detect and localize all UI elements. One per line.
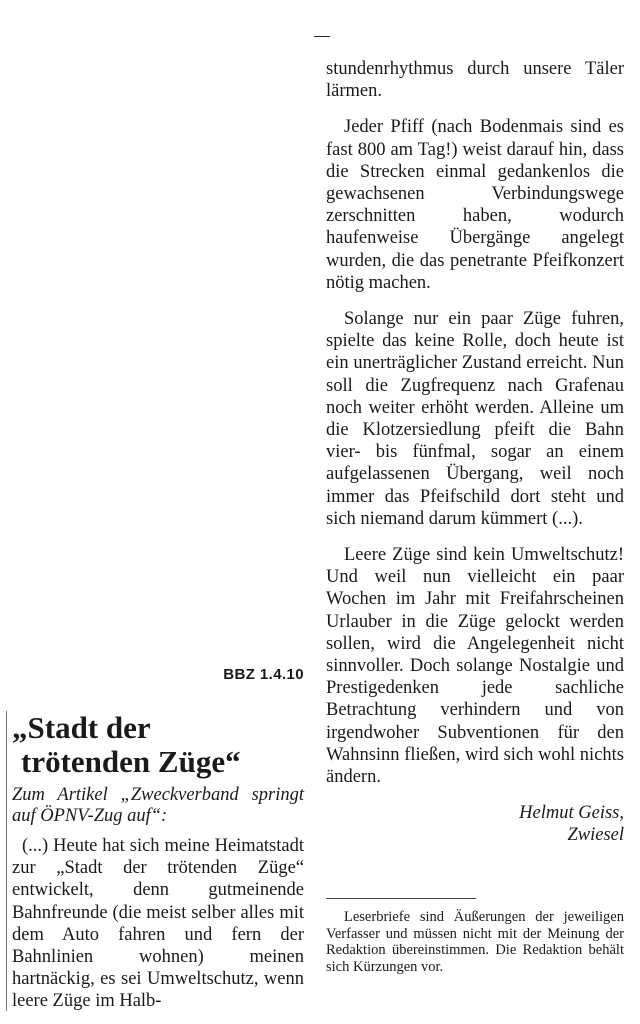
paragraph-1: stundenrhythmus durch unsere Täler lärmen. xyxy=(326,59,624,102)
paragraph-2: Jeder Pfiff (nach Bodenmais sind es fast 800 am Tag!) weist darauf hin, dass die Strecken einmal gedankenlos die gewachsenen Verbindungswege zerschnitten haben, wodurch haufenweise Übergänge angelegt wurden, die das penetrante Pfeifkonzert nötig machen. xyxy=(326,117,624,293)
disclaimer-rule xyxy=(326,898,476,899)
signature-name: Helmut Geiss, xyxy=(519,803,624,824)
paragraph-4: Leere Züge sind kein Umweltschutz! Und weil nun vielleicht ein paar Wochen im Jahr mit Freifahrscheinen Urlauber in die Züge gelockt werden sollen, wird die Angelegenheit nicht sinnvoller. Doch solange Nostalgie und Prestigedenken jede sachliche Betrachtung verhindern und von irgendwoher Subventionen für den Wahnsinn fließen, wird sich wohl nichts ändern. xyxy=(326,545,624,788)
column-top-dash xyxy=(314,36,330,37)
letter-body-start: (...) Heute hat sich meine Heimatstadt zur „Stadt der trötenden Züge“ entwickelt, denn gutmeinende Bahnfreunde (die meist selber alles mit dem Auto fahren und fern der Bahnlinien wohnen) meinen hartnäckig, es sei Umweltschutz, wenn leere Züge im Halb- xyxy=(12,836,304,1012)
source-label: BBZ 1.4.10 xyxy=(223,666,304,683)
left-column xyxy=(12,666,304,1013)
headline-line-1: „Stadt der xyxy=(12,710,151,745)
right-column xyxy=(326,58,624,989)
signature xyxy=(326,802,624,846)
disclaimer: Leserbriefe sind Äußerungen der jeweiligen Verfasser und müssen nicht mit der Meinung der Redaktion übereinstimmen. Die Redaktion behält sich Kürzungen vor. xyxy=(326,909,624,975)
headline-line-2: trötenden Züge“ xyxy=(21,744,241,779)
left-margin-bar xyxy=(6,711,7,1011)
headline xyxy=(12,711,304,779)
subhead: Zum Artikel „Zweckverband springt auf ÖPNV-Zug auf“: xyxy=(12,785,304,826)
signature-place: Zwiesel xyxy=(567,825,624,846)
paragraph-3: Solange nur ein paar Züge fuhren, spielte das keine Rolle, doch heute ist ein unerträglicher Zustand erreicht. Nun soll die Zugfrequenz nach Grafenau noch weiter erhöht werden. Alleine um die Klotzersiedlung pfeift die Bahn vier- bis fünfmal, sogar an einem aufgelassenen Übergang, weil noch immer das Pfeifschild dort steht und sich niemand darum kümmert (...). xyxy=(326,309,624,529)
